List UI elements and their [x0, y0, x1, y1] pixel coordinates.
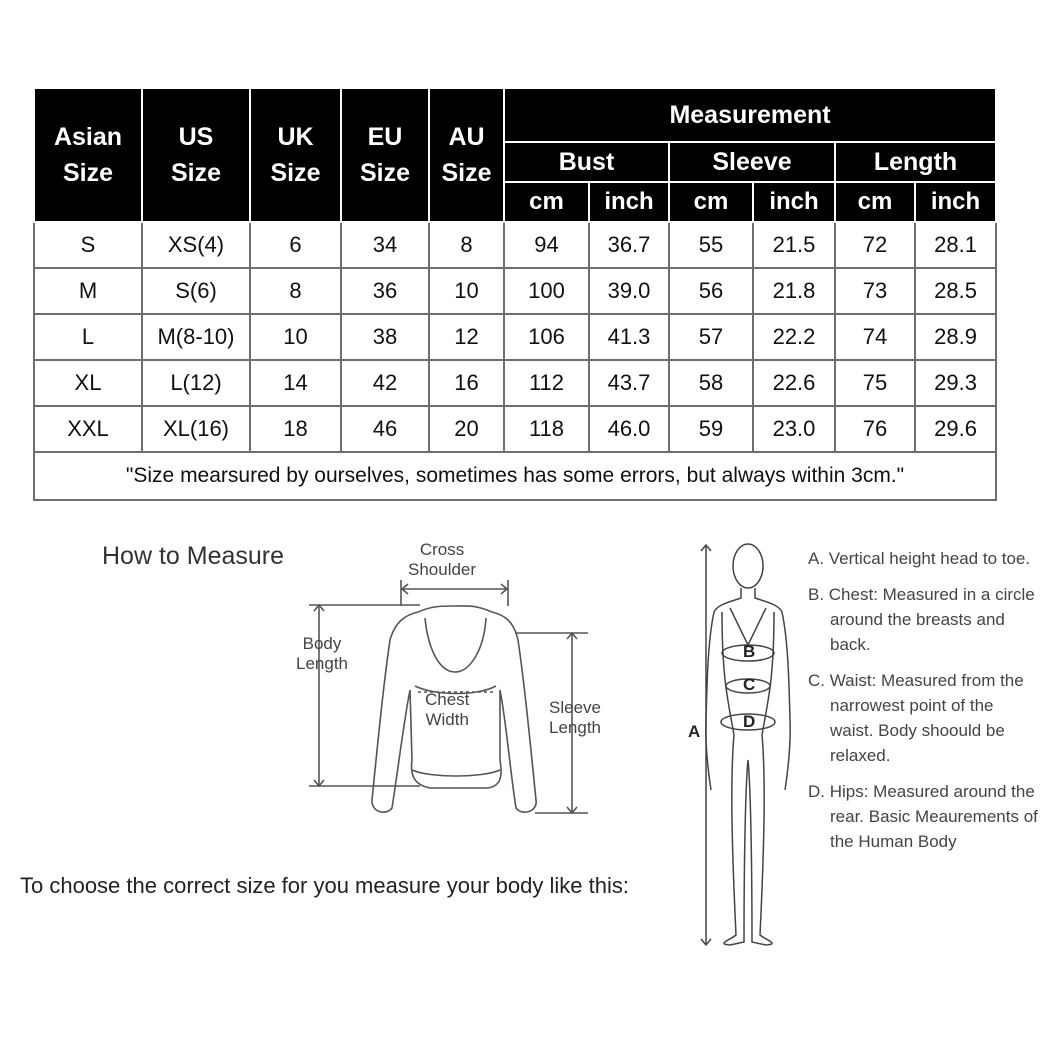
cell-sleeve-cm: 56	[669, 268, 753, 314]
cross-shoulder-label	[408, 540, 476, 580]
cell-length-inch: 29.3	[915, 360, 996, 406]
cell-au: 10	[429, 268, 504, 314]
cell-sleeve-inch: 22.2	[753, 314, 835, 360]
cell-uk: 6	[250, 222, 341, 268]
cell-bust-inch: 36.7	[589, 222, 669, 268]
cell-length-inch: 28.5	[915, 268, 996, 314]
header-bust-inch: inch	[589, 182, 669, 222]
note-b: B. Chest: Measured in a circle around the breasts and back.	[808, 585, 1035, 654]
sleeve-length-label	[549, 698, 601, 738]
size-note: "Size mearsured by ourselves, sometimes has some errors, but always within 3cm."	[34, 452, 996, 500]
figure-letter-d: D	[743, 712, 756, 731]
cell-eu: 42	[341, 360, 429, 406]
cell-eu: 34	[341, 222, 429, 268]
cell-sleeve-inch: 21.5	[753, 222, 835, 268]
cell-uk: 14	[250, 360, 341, 406]
cell-length-cm: 72	[835, 222, 915, 268]
body-length-text: Body Length	[296, 634, 348, 673]
body-length-label	[296, 634, 348, 674]
cell-sleeve-cm: 59	[669, 406, 753, 452]
note-d: D. Hips: Measured around the rear. Basic Meaurements of the Human Body	[808, 782, 1038, 851]
cell-length-inch: 28.1	[915, 222, 996, 268]
cell-au: 20	[429, 406, 504, 452]
header-length-inch: inch	[915, 182, 996, 222]
header-asian-size-text: Asian Size	[53, 123, 123, 187]
cell-au: 16	[429, 360, 504, 406]
chest-width-text: Chest Width	[425, 690, 470, 729]
cell-eu: 38	[341, 314, 429, 360]
cell-us: XL(16)	[142, 406, 250, 452]
note-a: A. Vertical height head to toe.	[808, 549, 1031, 568]
cell-bust-cm: 100	[504, 268, 589, 314]
cell-uk: 18	[250, 406, 341, 452]
cell-au: 8	[429, 222, 504, 268]
cell-bust-cm: 106	[504, 314, 589, 360]
how-to-measure-title: How to Measure	[102, 542, 285, 570]
sleeve-length-text: Sleeve Length	[549, 698, 601, 737]
cell-asian: L	[34, 314, 142, 360]
cell-us: XS(4)	[142, 222, 250, 268]
cell-length-cm: 73	[835, 268, 915, 314]
cell-sleeve-inch: 23.0	[753, 406, 835, 452]
cell-sleeve-inch: 22.6	[753, 360, 835, 406]
header-au-size-text: AU Size	[441, 123, 492, 187]
cell-bust-cm: 94	[504, 222, 589, 268]
header-length: Length	[835, 142, 996, 182]
body-figure-drawing	[701, 544, 790, 945]
header-eu-size-text: EU Size	[360, 123, 411, 187]
measure-notes	[808, 546, 1038, 865]
cell-us: M(8-10)	[142, 314, 250, 360]
cell-bust-inch: 39.0	[589, 268, 669, 314]
cell-bust-inch: 43.7	[589, 360, 669, 406]
cell-sleeve-cm: 58	[669, 360, 753, 406]
header-bust: Bust	[504, 142, 669, 182]
cell-asian: S	[34, 222, 142, 268]
cell-uk: 10	[250, 314, 341, 360]
header-sleeve-cm: cm	[669, 182, 753, 222]
cell-eu: 46	[341, 406, 429, 452]
cell-asian: M	[34, 268, 142, 314]
figure-letter-b: B	[743, 642, 756, 661]
cell-length-inch: 29.6	[915, 406, 996, 452]
header-sleeve: Sleeve	[669, 142, 835, 182]
note-c: C. Waist: Measured from the narrowest point of the waist. Body shoould be relaxed.	[808, 671, 1024, 765]
cell-eu: 36	[341, 268, 429, 314]
header-us-size-text: US Size	[171, 123, 222, 187]
cell-uk: 8	[250, 268, 341, 314]
choose-size-text: To choose the correct size for you measure your body like this:	[20, 873, 629, 898]
cell-bust-cm: 118	[504, 406, 589, 452]
cell-sleeve-cm: 55	[669, 222, 753, 268]
cell-us: S(6)	[142, 268, 250, 314]
cross-shoulder-text: Cross Shoulder	[408, 540, 477, 579]
cell-asian: XXL	[34, 406, 142, 452]
chest-width-label	[425, 690, 469, 730]
header-uk-size-text: UK Size	[270, 123, 321, 187]
cell-bust-cm: 112	[504, 360, 589, 406]
cell-asian: XL	[34, 360, 142, 406]
header-length-cm: cm	[835, 182, 915, 222]
cell-au: 12	[429, 314, 504, 360]
header-bust-cm: cm	[504, 182, 589, 222]
cell-bust-inch: 41.3	[589, 314, 669, 360]
figure-letter-a: A	[688, 722, 701, 741]
cell-length-cm: 74	[835, 314, 915, 360]
cell-sleeve-cm: 57	[669, 314, 753, 360]
cell-length-cm: 76	[835, 406, 915, 452]
cell-us: L(12)	[142, 360, 250, 406]
cell-bust-inch: 46.0	[589, 406, 669, 452]
cell-sleeve-inch: 21.8	[753, 268, 835, 314]
figure-letter-c: C	[743, 675, 756, 694]
header-sleeve-inch: inch	[753, 182, 835, 222]
cell-length-cm: 75	[835, 360, 915, 406]
header-measurement: Measurement	[504, 88, 996, 142]
cell-length-inch: 28.9	[915, 314, 996, 360]
